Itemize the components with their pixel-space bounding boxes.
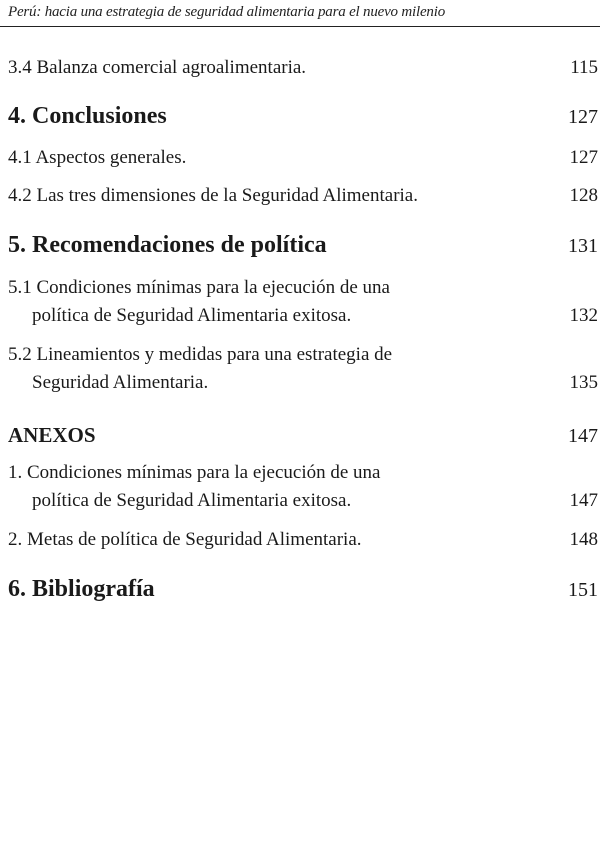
toc-annex-page: 147 (568, 425, 598, 447)
toc-chapter (8, 231, 598, 260)
toc-annex-heading (8, 421, 598, 450)
toc-entry-title-line2: política de Seguridad Alimentaria exitosa. (32, 305, 352, 326)
toc-entry-title: 4.2 Las tres dimensiones de la Seguridad Alimentaria. (8, 185, 418, 206)
toc-entry (8, 182, 598, 210)
toc-entry-title: 2. Metas de política de Seguridad Alimentaria. (8, 529, 362, 550)
toc-entry (8, 54, 598, 82)
toc-chapter-title: 5. Recomendaciones de política (8, 232, 327, 258)
toc-chapter (8, 575, 598, 604)
toc-entry-page: 128 (569, 185, 598, 206)
toc-entry (8, 144, 598, 172)
toc-chapter-title: 4. Conclusiones (8, 103, 167, 129)
toc-entry-title-line2: política de Seguridad Alimentaria exitosa. (32, 490, 352, 511)
toc-entry (8, 526, 598, 554)
toc-entry (8, 341, 598, 397)
toc-entry-title-line1: 5.1 Condiciones mínimas para la ejecución de una (8, 277, 390, 298)
toc-entry-title: 3.4 Balanza comercial agroalimentaria. (8, 57, 307, 78)
toc-entry (8, 274, 598, 330)
toc-chapter (8, 102, 598, 131)
toc-entry-page: 115 (570, 57, 598, 78)
running-header: Perú: hacia una estrategia de seguridad alimentaria para el nuevo milenio (8, 4, 445, 20)
toc-entry-page: 132 (569, 305, 598, 326)
toc-entry-page: 147 (569, 490, 598, 511)
toc-entry-page: 135 (569, 372, 598, 393)
header-rule (0, 26, 600, 27)
toc-entry-page: 127 (569, 147, 598, 168)
toc-entry (8, 459, 598, 515)
toc-chapter-page: 151 (568, 579, 598, 601)
toc-chapter-page: 127 (568, 106, 598, 128)
toc-chapter-page: 131 (568, 235, 598, 257)
toc-entry-title-line1: 5.2 Lineamientos y medidas para una estrategia de (8, 344, 393, 365)
toc-entry-title: 4.1 Aspectos generales. (8, 147, 187, 168)
toc-entry-page: 148 (569, 529, 598, 550)
toc-entry-title-line1: 1. Condiciones mínimas para la ejecución de una (8, 462, 381, 483)
toc-entry-title-line2: Seguridad Alimentaria. (32, 372, 209, 393)
toc-annex-title: ANEXOS (8, 423, 96, 447)
toc-chapter-title: 6. Bibliografía (8, 576, 155, 602)
